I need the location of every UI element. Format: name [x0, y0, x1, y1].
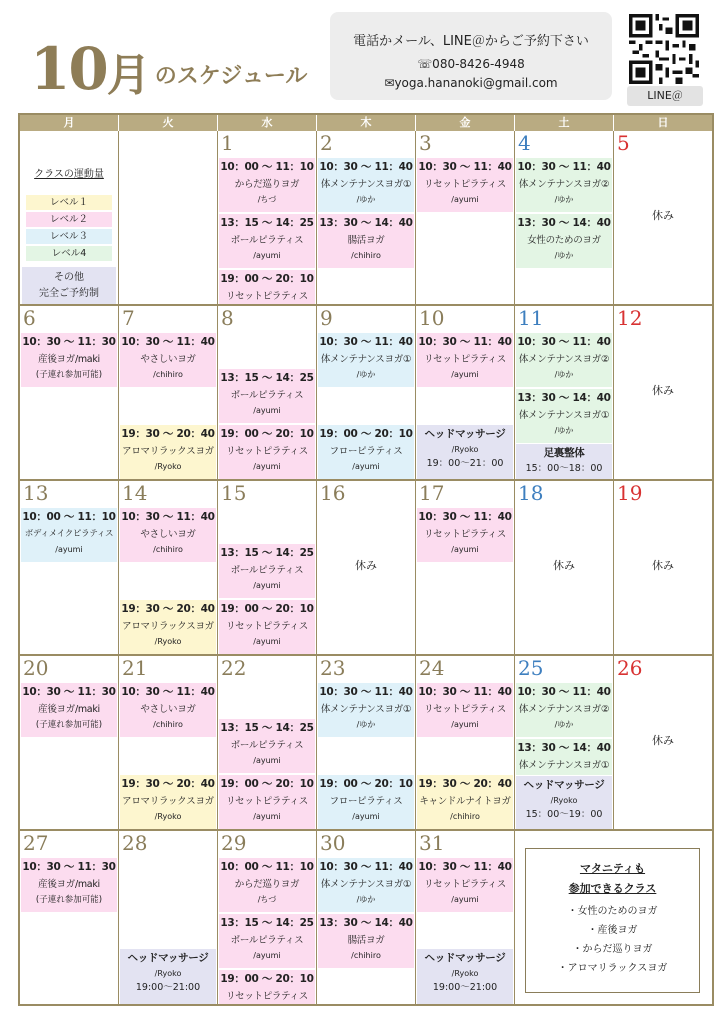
class-name: ボールピラティス: [230, 235, 304, 246]
class-name: 体メンテナンスヨガ①: [320, 179, 412, 190]
legend-cell: [20, 131, 119, 305]
class-name: アロマリラックスヨガ: [122, 796, 214, 807]
class-time: 15：00～18：00: [525, 463, 603, 474]
day-cell-19[interactable]: [614, 481, 712, 655]
class-block[interactable]: [516, 776, 612, 829]
class-instructor: /ゆか: [554, 195, 574, 204]
day-number: 8: [221, 306, 234, 330]
class-name: リセットピラティス: [424, 529, 506, 540]
class-name: 体メンテナンスヨガ①: [320, 879, 412, 890]
day-number: 20: [23, 656, 49, 680]
day-number: 23: [320, 656, 346, 680]
class-block[interactable]: [417, 858, 513, 912]
class-time: 19:00～21:00: [135, 982, 201, 993]
class-instructor: /ayumi: [253, 812, 281, 821]
class-time: 10：30 ～ 11：40: [121, 511, 215, 523]
day-cell-17[interactable]: [416, 481, 515, 655]
class-block[interactable]: [120, 775, 216, 829]
class-time: 10：30 ～ 11：40: [418, 161, 512, 173]
maternity-item: ・アロマリラックスヨガ: [557, 963, 668, 974]
class-time: 10：00 ～ 11：10: [220, 161, 314, 173]
day-number: 9: [320, 306, 333, 330]
day-cell-15[interactable]: [218, 481, 317, 655]
maternity-title-1: マタニティも: [579, 862, 646, 875]
class-time: 13：30 ～ 14：40: [319, 217, 413, 229]
day-cell-5[interactable]: [614, 131, 712, 305]
class-time: 13：15 ～ 14：25: [220, 547, 314, 559]
class-instructor: /Ryoko: [451, 445, 479, 454]
class-time: 19：00 ～ 20：10: [319, 778, 413, 790]
day-number: 4: [518, 131, 531, 155]
day-number: 5: [617, 131, 630, 155]
class-name: ヘッドマッサージ: [424, 952, 506, 964]
class-block[interactable]: [318, 775, 414, 829]
class-name: 女性のためのヨガ: [527, 235, 601, 246]
class-block[interactable]: [318, 425, 414, 479]
class-time: 10：30 ～ 11：40: [418, 861, 512, 873]
class-block[interactable]: [120, 508, 216, 562]
class-instructor: /ayumi: [253, 581, 281, 590]
day-cell-29[interactable]: [218, 831, 317, 1004]
class-block[interactable]: [417, 158, 513, 212]
day-cell-8[interactable]: [218, 306, 317, 480]
class-time: 19：00 ～ 20：10: [220, 273, 314, 285]
day-number: 30: [320, 831, 346, 855]
class-name: 体メンテナンスヨガ①: [320, 704, 412, 715]
class-name: リセットピラティス: [226, 446, 308, 457]
class-name: ボールピラティス: [230, 390, 304, 401]
maternity-item: ・産後ヨガ: [587, 925, 638, 936]
class-instructor: /ayumi: [253, 251, 281, 260]
class-name: リセットピラティス: [424, 879, 506, 890]
class-name: 産後ヨガ/maki: [38, 879, 100, 890]
class-time: 13：15 ～ 14：25: [220, 917, 314, 929]
class-block[interactable]: [318, 214, 414, 268]
class-instructor: /ちづ: [257, 895, 277, 904]
class-block[interactable]: [516, 739, 612, 775]
class-time: 15：00～19：00: [525, 809, 603, 820]
class-block[interactable]: [318, 914, 414, 968]
class-time: 10：30 ～ 11：40: [319, 861, 413, 873]
class-instructor: /ayumi: [55, 545, 83, 554]
class-name: キャンドルナイトヨガ: [419, 796, 511, 807]
class-instructor: /ayumi: [451, 720, 479, 729]
class-block[interactable]: [219, 544, 315, 598]
class-time: 13：30 ～ 14：40: [517, 217, 611, 229]
class-name: 体メンテナンスヨガ①: [320, 354, 412, 365]
month-suffix: 月: [106, 50, 149, 101]
class-instructor: /ゆか: [554, 720, 574, 729]
day-number: 31: [419, 831, 445, 855]
class-block[interactable]: [318, 333, 414, 387]
day-number: 16: [320, 481, 346, 505]
class-block[interactable]: [21, 333, 117, 387]
class-name: 体メンテナンスヨガ②: [518, 179, 610, 190]
class-block[interactable]: [516, 333, 612, 387]
class-time: 10：30 ～ 11：40: [517, 686, 611, 698]
weekday-fri: 金: [416, 115, 515, 131]
class-time: 19:00～21:00: [432, 982, 498, 993]
class-name: リセットピラティス: [424, 179, 506, 190]
class-instructor: /chihiro: [153, 545, 183, 554]
class-block[interactable]: [120, 949, 216, 1004]
day-number: 28: [122, 831, 148, 855]
class-time: 10：30 ～ 11：40: [121, 686, 215, 698]
class-time: 10：00 ～ 11：10: [22, 511, 116, 523]
day-cell-24[interactable]: [416, 656, 515, 830]
day-cell-empty: [119, 131, 218, 305]
day-number: 6: [23, 306, 36, 330]
day-number: 1: [221, 131, 234, 155]
weekday-thu: 木: [317, 115, 416, 131]
class-time: 13：30 ～ 14：40: [517, 392, 611, 404]
class-block[interactable]: [120, 600, 216, 654]
class-instructor: /ayumi: [253, 951, 281, 960]
class-block[interactable]: [417, 775, 513, 829]
class-time: 19：00 ～ 20：10: [220, 778, 314, 790]
rest-label: 休み: [355, 559, 377, 572]
class-name: 体メンテナンスヨガ②: [518, 354, 610, 365]
weekday-mon: 月: [20, 115, 119, 131]
maternity-item: ・からだ巡りヨガ: [572, 944, 653, 955]
class-name: アロマリラックスヨガ: [122, 621, 214, 632]
class-name: 産後ヨガ/maki: [38, 704, 100, 715]
day-number: 3: [419, 131, 432, 155]
class-block[interactable]: [120, 425, 216, 479]
maternity-box: [525, 848, 700, 993]
day-number: 24: [419, 656, 445, 680]
class-name: リセットピラティス: [226, 796, 308, 807]
class-time: 13：15 ～ 14：25: [220, 217, 314, 229]
class-name: 体メンテナンスヨガ①: [518, 410, 610, 421]
class-block[interactable]: [516, 444, 612, 479]
class-name: 産後ヨガ/maki: [38, 354, 100, 365]
day-number: 11: [518, 306, 544, 330]
class-name: フローピラティス: [329, 446, 403, 457]
class-block[interactable]: [219, 858, 315, 912]
class-time: 10：00 ～ 11：10: [220, 861, 314, 873]
weekday-sat: 土: [515, 115, 614, 131]
rest-label: 休み: [652, 734, 674, 747]
class-time: 13：15 ～ 14：25: [220, 722, 314, 734]
class-block[interactable]: [219, 158, 315, 212]
class-time: 10：30 ～ 11：40: [319, 161, 413, 173]
rest-label: 休み: [652, 384, 674, 397]
class-instructor: /Ryoko: [154, 812, 182, 821]
class-time: 19：30 ～ 20：40: [121, 428, 215, 440]
class-name: 腸活ヨガ: [347, 235, 385, 246]
class-instructor: /ayumi: [451, 545, 479, 554]
class-instructor: /ayumi: [253, 756, 281, 765]
day-cell-25[interactable]: [515, 656, 614, 830]
day-number: 15: [221, 481, 247, 505]
class-name: ヘッドマッサージ: [523, 779, 605, 791]
class-time: 10：30 ～ 11：40: [418, 336, 512, 348]
class-time: 10：30 ～ 11：40: [418, 511, 512, 523]
class-block[interactable]: [318, 858, 414, 912]
class-block[interactable]: [417, 508, 513, 562]
calendar-grid: [18, 113, 714, 1006]
class-block[interactable]: [219, 425, 315, 479]
day-cell-18[interactable]: [515, 481, 614, 655]
legend-title: クラスの運動量: [34, 169, 104, 180]
class-name: リセットピラティス: [226, 991, 308, 1002]
day-number: 13: [23, 481, 49, 505]
class-block[interactable]: [120, 683, 216, 737]
line-label[interactable]: LINE＠: [627, 86, 703, 106]
class-name: ヘッドマッサージ: [424, 428, 506, 440]
class-block[interactable]: [417, 949, 513, 1004]
class-instructor: /ゆか: [356, 195, 376, 204]
class-time: 10：30 ～ 11：40: [418, 686, 512, 698]
class-name: ボールピラティス: [230, 565, 304, 576]
title-rest: のスケジュール: [154, 64, 308, 89]
class-time: 19：00～21：00: [426, 458, 504, 469]
phone-number[interactable]: ☏080-8426-4948: [417, 57, 525, 71]
day-cell-16[interactable]: [317, 481, 416, 655]
day-number: 27: [23, 831, 49, 855]
class-instructor: /ayumi: [352, 812, 380, 821]
day-number: 17: [419, 481, 445, 505]
class-instructor: /ゆか: [356, 720, 376, 729]
class-block[interactable]: [21, 858, 117, 912]
class-block[interactable]: [21, 683, 117, 737]
class-block[interactable]: [516, 158, 612, 212]
rest-label: 休み: [652, 209, 674, 222]
class-name: やさしいヨガ: [140, 704, 196, 715]
class-time: 10：30 ～ 11：30: [22, 686, 116, 698]
class-block[interactable]: [219, 600, 315, 654]
class-name: ボディメイクピラティス: [24, 529, 114, 539]
day-cell-22[interactable]: [218, 656, 317, 830]
class-name: リセットピラティス: [424, 704, 506, 715]
qr-code-icon[interactable]: [629, 14, 699, 84]
contact-box: [330, 12, 612, 100]
day-number: 12: [617, 306, 643, 330]
class-time: 19：00 ～ 20：10: [220, 973, 314, 985]
day-number: 25: [518, 656, 544, 680]
legend-other-line1: その他: [54, 272, 84, 283]
day-cell-13[interactable]: [20, 481, 119, 655]
month-number: 10: [30, 35, 107, 103]
class-name: 体メンテナンスヨガ①: [518, 760, 610, 771]
class-instructor: /ayumi: [253, 637, 281, 646]
class-instructor: /chihiro: [153, 720, 183, 729]
day-cell-31[interactable]: [416, 831, 515, 1004]
weekday-tue: 火: [119, 115, 218, 131]
class-time: 10：30 ～ 11：40: [319, 686, 413, 698]
class-block[interactable]: [219, 214, 315, 268]
page-title: [30, 18, 308, 103]
day-cell-6[interactable]: [20, 306, 119, 480]
rest-label: 休み: [553, 559, 575, 572]
class-time: 10：30 ～ 11：40: [319, 336, 413, 348]
legend-other: [22, 267, 116, 305]
class-name: ボールピラティス: [230, 740, 304, 751]
day-cell-1[interactable]: [218, 131, 317, 305]
class-note: (子連れ参加可能): [35, 895, 103, 905]
day-cell-2[interactable]: [317, 131, 416, 305]
class-name: ヘッドマッサージ: [127, 952, 209, 964]
class-name: やさしいヨガ: [140, 354, 196, 365]
class-block[interactable]: [219, 719, 315, 773]
day-cell-9[interactable]: [317, 306, 416, 480]
day-cell-11[interactable]: [515, 306, 614, 480]
day-number: 22: [221, 656, 247, 680]
contact-line: 電話かメール、LINE＠からご予約下さい: [353, 34, 589, 49]
class-block[interactable]: [120, 333, 216, 387]
class-name: からだ巡りヨガ: [234, 879, 300, 890]
class-time: 10：30 ～ 11：30: [22, 861, 116, 873]
class-note: (子連れ参加可能): [35, 720, 103, 730]
class-block[interactable]: [516, 389, 612, 443]
day-cell-30[interactable]: [317, 831, 416, 1004]
day-number: 14: [122, 481, 148, 505]
day-cell-10[interactable]: [416, 306, 515, 480]
class-block[interactable]: [219, 369, 315, 423]
class-instructor: /ayumi: [451, 370, 479, 379]
class-instructor: /Ryoko: [154, 969, 182, 978]
class-instructor: /ayumi: [352, 462, 380, 471]
class-time: 19：30 ～ 20：40: [121, 603, 215, 615]
class-time: 10：30 ～ 11：30: [22, 336, 116, 348]
class-block[interactable]: [516, 683, 612, 737]
class-block[interactable]: [21, 508, 117, 562]
day-cell-12[interactable]: [614, 306, 712, 480]
class-block[interactable]: [219, 775, 315, 829]
email-address[interactable]: ✉yoga.hananoki@gmail.com: [384, 76, 558, 90]
day-cell-3[interactable]: [416, 131, 515, 305]
day-cell-4[interactable]: [515, 131, 614, 305]
class-instructor: /chihiro: [351, 951, 381, 960]
class-time: 13：30 ～ 14：40: [319, 917, 413, 929]
class-instructor: /ayumi: [253, 406, 281, 415]
class-time: 19：00 ～ 20：10: [319, 428, 413, 440]
class-block[interactable]: [318, 158, 414, 212]
day-cell-20[interactable]: [20, 656, 119, 830]
class-name: 腸活ヨガ: [347, 935, 385, 946]
weekday-sun: 日: [614, 115, 712, 131]
class-instructor: /chihiro: [450, 812, 480, 821]
class-instructor: /chihiro: [153, 370, 183, 379]
class-block[interactable]: [417, 425, 513, 479]
class-instructor: /ゆか: [554, 426, 574, 435]
day-number: 10: [419, 306, 445, 330]
maternity-item: ・女性のためのヨガ: [567, 906, 658, 917]
legend-level-3: レベル３: [26, 229, 112, 244]
class-block[interactable]: [516, 214, 612, 268]
day-number: 7: [122, 306, 135, 330]
class-instructor: /ゆか: [554, 370, 574, 379]
class-name: やさしいヨガ: [140, 529, 196, 540]
class-name: からだ巡りヨガ: [234, 179, 300, 190]
class-block[interactable]: [219, 914, 315, 968]
class-time: 10：30 ～ 11：40: [121, 336, 215, 348]
class-note: (子連れ参加可能): [35, 370, 103, 380]
class-instructor: /ゆか: [356, 895, 376, 904]
class-time: 19：00 ～ 20：10: [220, 603, 314, 615]
class-name: 足裏整体: [543, 447, 585, 459]
legend-level-2: レベル２: [26, 212, 112, 227]
day-number: 29: [221, 831, 247, 855]
day-number: 19: [617, 481, 643, 505]
class-instructor: /ayumi: [451, 895, 479, 904]
class-instructor: /ゆか: [554, 251, 574, 260]
class-time: 13：15 ～ 14：25: [220, 372, 314, 384]
class-name: フローピラティス: [329, 796, 403, 807]
class-block[interactable]: [219, 970, 315, 1004]
class-instructor: /Ryoko: [154, 462, 182, 471]
class-name: リセットピラティス: [226, 621, 308, 632]
day-cell-21[interactable]: [119, 656, 218, 830]
legend-other-line2: 完全ご予約制: [39, 288, 99, 299]
class-name: リセットピラティス: [226, 291, 308, 302]
class-name: 体メンテナンスヨガ②: [518, 704, 610, 715]
class-name: アロマリラックスヨガ: [122, 446, 214, 457]
class-instructor: /Ryoko: [154, 637, 182, 646]
class-instructor: /ayumi: [253, 462, 281, 471]
class-instructor: /ちづ: [257, 195, 277, 204]
class-instructor: /Ryoko: [451, 969, 479, 978]
class-time: 19：30 ～ 20：40: [418, 778, 512, 790]
class-block[interactable]: [219, 270, 315, 304]
class-block[interactable]: [417, 333, 513, 387]
class-time: 13：30 ～ 14：40: [517, 742, 611, 754]
class-name: ボールピラティス: [230, 935, 304, 946]
day-cell-14[interactable]: [119, 481, 218, 655]
day-number: 21: [122, 656, 148, 680]
class-time: 10：30 ～ 11：40: [517, 161, 611, 173]
day-cell-28[interactable]: [119, 831, 218, 1004]
legend-level-1: レベル１: [26, 195, 112, 210]
maternity-title-2: 参加できるクラス: [568, 882, 657, 895]
day-number: 18: [518, 481, 544, 505]
class-block[interactable]: [417, 683, 513, 737]
day-cell-23[interactable]: [317, 656, 416, 830]
class-time: 10：30 ～ 11：40: [517, 336, 611, 348]
day-cell-26[interactable]: [614, 656, 712, 830]
class-instructor: /chihiro: [351, 251, 381, 260]
day-cell-27[interactable]: [20, 831, 119, 1004]
day-number: 2: [320, 131, 333, 155]
class-name: リセットピラティス: [424, 354, 506, 365]
rest-label: 休み: [652, 559, 674, 572]
class-time: 19：30 ～ 20：40: [121, 778, 215, 790]
class-time: 19：00 ～ 20：10: [220, 428, 314, 440]
class-instructor: /Ryoko: [550, 796, 578, 805]
class-instructor: /ゆか: [356, 370, 376, 379]
class-block[interactable]: [318, 683, 414, 737]
day-number: 26: [617, 656, 643, 680]
day-cell-7[interactable]: [119, 306, 218, 480]
legend-level-4: レベル4: [26, 246, 112, 261]
class-instructor: /ayumi: [451, 195, 479, 204]
weekday-wed: 水: [218, 115, 317, 131]
